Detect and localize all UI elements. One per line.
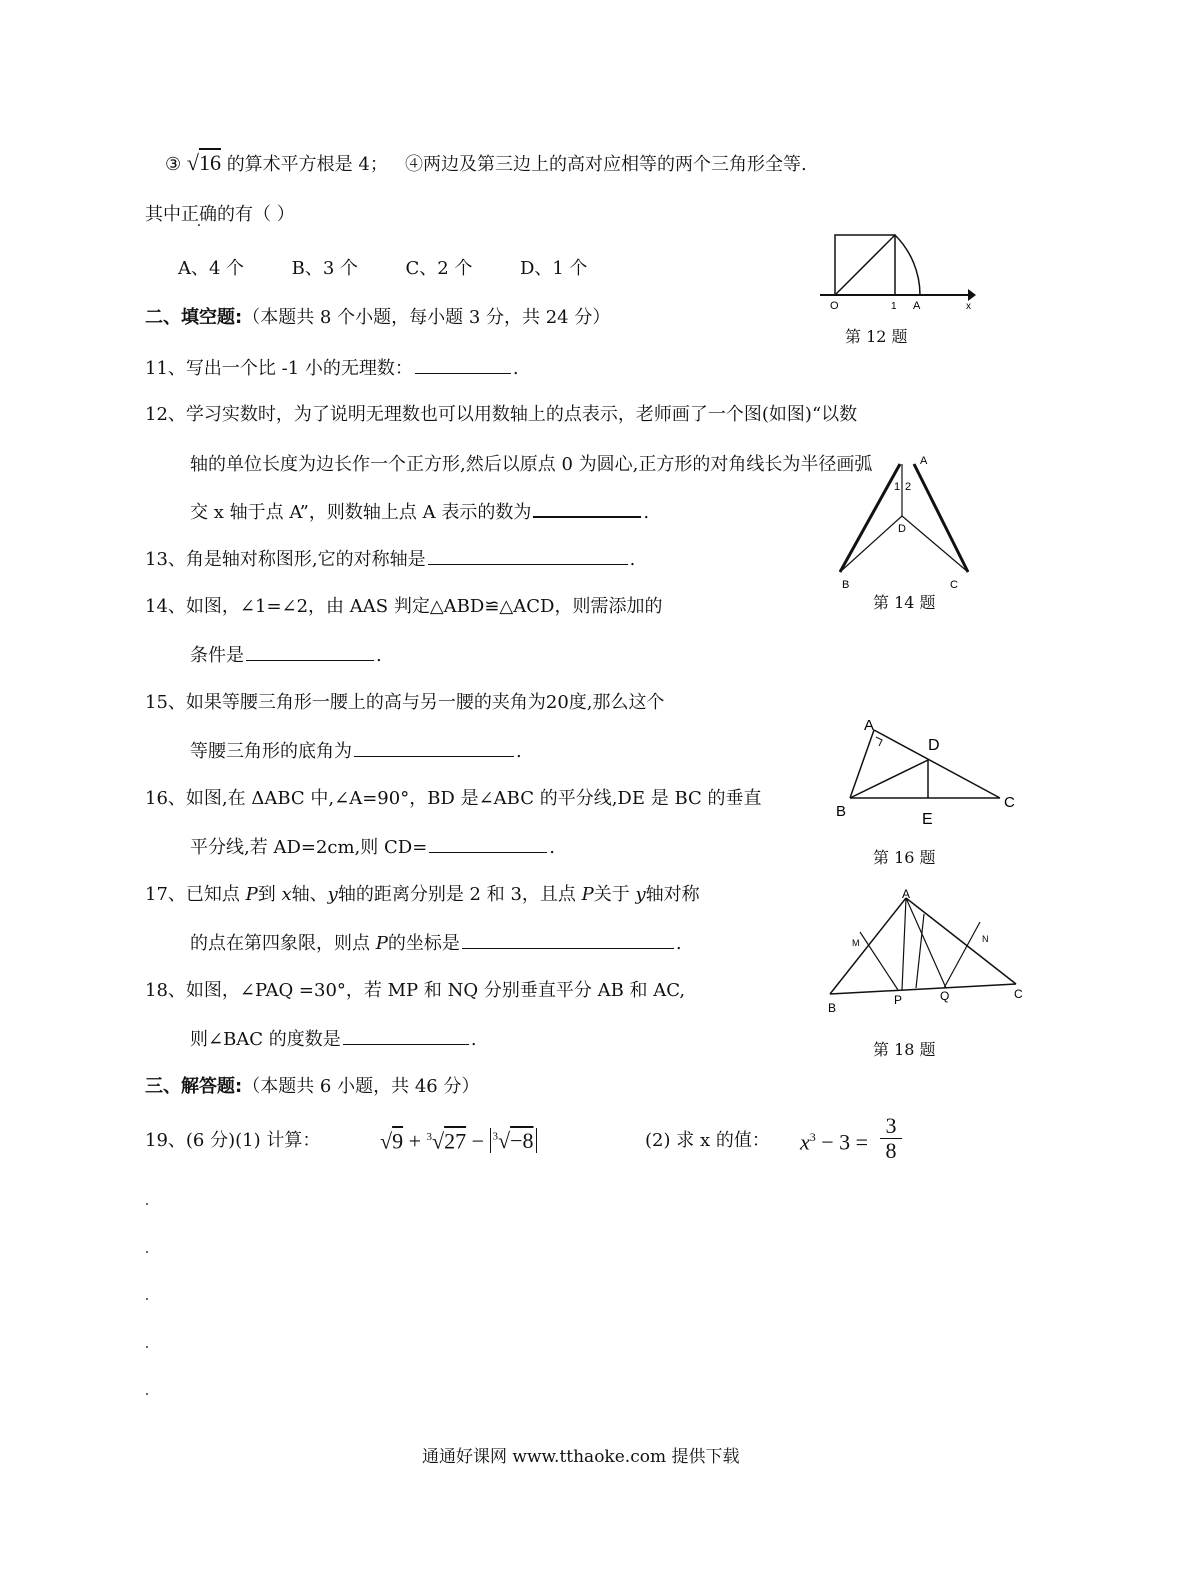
- answer-blank-13[interactable]: [428, 546, 628, 565]
- q13: 13、角是轴对称图形,它的对称轴是 .: [145, 546, 635, 573]
- option-c: C、2 个: [405, 258, 473, 279]
- section2-heading: 二、填空题:（本题共 8 个小题，每小题 3 分，共 24 分）: [145, 307, 611, 328]
- svg-text:C: C: [950, 579, 958, 591]
- q11: 11、写出一个比 -1 小的无理数： .: [145, 355, 519, 382]
- svg-text:C: C: [1014, 987, 1023, 1001]
- q10-item4: ④两边及第三边上的高对应相等的两个三角形全等.: [405, 154, 807, 175]
- section3-heading: 三、解答题:（本题共 6 小题，共 46 分）: [145, 1076, 480, 1097]
- figure-14: [830, 452, 980, 592]
- svg-text:A: A: [864, 717, 875, 734]
- svg-text:1: 1: [891, 301, 897, 312]
- svg-text:N: N: [982, 934, 989, 944]
- q14-line2: 条件是 .: [190, 642, 382, 669]
- option-d: D、1 个: [519, 258, 588, 279]
- q12-line1: 12、学习实数时，为了说明无理数也可以用数轴上的点表示，老师画了一个图(如图)“以数: [145, 404, 858, 425]
- figure-18: [820, 884, 1030, 1019]
- svg-text:A: A: [902, 887, 911, 901]
- q17-line2: 的点在第四象限，则点 P的坐标是 .: [190, 930, 682, 957]
- q17-line1: 17、已知点 P到 x轴、y轴的距离分别是 2 和 3，且点 P关于 y轴对称: [145, 884, 700, 905]
- q12-line3: 交 x 轴于点 A”，则数轴上点 A 表示的数为 .: [190, 498, 649, 526]
- answer-blank-12[interactable]: [533, 498, 641, 518]
- q18-line1: 18、如图，∠PAQ =30°，若 MP 和 NQ 分别垂直平分 AB 和 AC,: [145, 980, 686, 1001]
- figure-16-caption: 第 16 题: [873, 848, 936, 867]
- q16-line2: 平分线,若 AD=2cm,则 CD= .: [190, 834, 555, 861]
- answer-blank-16[interactable]: [429, 834, 547, 853]
- q14-line1: 14、如图，∠1=∠2，由 AAS 判定△ABD≌△ACD，则需添加的: [145, 596, 663, 617]
- svg-text:B: B: [828, 1001, 837, 1015]
- emphasis-correct: 正确: [181, 204, 217, 225]
- svg-text:A: A: [913, 300, 921, 312]
- svg-text:M: M: [852, 938, 860, 948]
- svg-text:B: B: [836, 803, 847, 820]
- answer-blank-11[interactable]: [415, 355, 511, 374]
- svg-text:2: 2: [905, 481, 912, 493]
- svg-text:D: D: [898, 523, 906, 535]
- svg-text:C: C: [1004, 794, 1015, 811]
- q10-prompt: 其中正确的有（ ）: [145, 204, 295, 225]
- svg-text:E: E: [922, 811, 933, 828]
- q10-item3: ③ √16 的算术平方根是 4； ④两边及第三边上的高对应相等的两个三角形全等.: [165, 150, 807, 175]
- q19-expression: √9 + $^3$√27 − $^3$√−8: [380, 1124, 537, 1154]
- svg-text:x: x: [966, 301, 971, 312]
- q19-part2: (2) 求 x 的值：: [645, 1130, 770, 1151]
- svg-text:B: B: [842, 579, 850, 591]
- figure-14-caption: 第 14 题: [873, 593, 936, 612]
- q19-label: 19、(6 分)(1) 计算：: [145, 1130, 321, 1151]
- figure-12-caption: 第 12 题: [845, 327, 908, 346]
- q15-line1: 15、如果等腰三角形一腰上的高与另一腰的夹角为20度,那么这个: [145, 692, 665, 713]
- svg-text:O: O: [830, 300, 839, 312]
- fraction-3-8: 3 8: [880, 1114, 902, 1163]
- figure-12: [810, 225, 980, 315]
- q12-line2: 轴的单位长度为边长作一个正方形,然后以原点 0 为圆心,正方形的对角线长为半径画弧: [190, 454, 873, 475]
- svg-text:1: 1: [894, 481, 901, 493]
- option-b: B、3 个: [291, 258, 359, 279]
- svg-text:P: P: [894, 993, 903, 1007]
- footer: 通通好课网 www.tthaoke.com 提供下载: [422, 1447, 740, 1467]
- sqrt-16: √16: [186, 150, 221, 175]
- answer-blank-15[interactable]: [354, 738, 514, 757]
- answer-blank-14[interactable]: [246, 642, 374, 661]
- figure-16: [830, 712, 1030, 832]
- q19-equation: $x^3 - 3$ =: [800, 1129, 869, 1155]
- q10-options: [178, 256, 588, 282]
- q18-line2: 则∠BAC 的度数是 .: [190, 1026, 477, 1053]
- answer-blank-17[interactable]: [462, 930, 674, 949]
- figure-18-caption: 第 18 题: [873, 1040, 936, 1059]
- q16-line1: 16、如图,在 ΔABC 中,∠A=90°，BD 是∠ABC 的平分线,DE 是 BC 的垂直: [145, 788, 762, 809]
- answer-blank-18[interactable]: [343, 1026, 469, 1045]
- q15-line2: 等腰三角形的底角为 .: [190, 738, 522, 765]
- svg-text:D: D: [928, 737, 940, 754]
- option-a: A、4 个: [178, 258, 245, 279]
- svg-text:A: A: [920, 455, 928, 467]
- svg-text:Q: Q: [940, 989, 950, 1003]
